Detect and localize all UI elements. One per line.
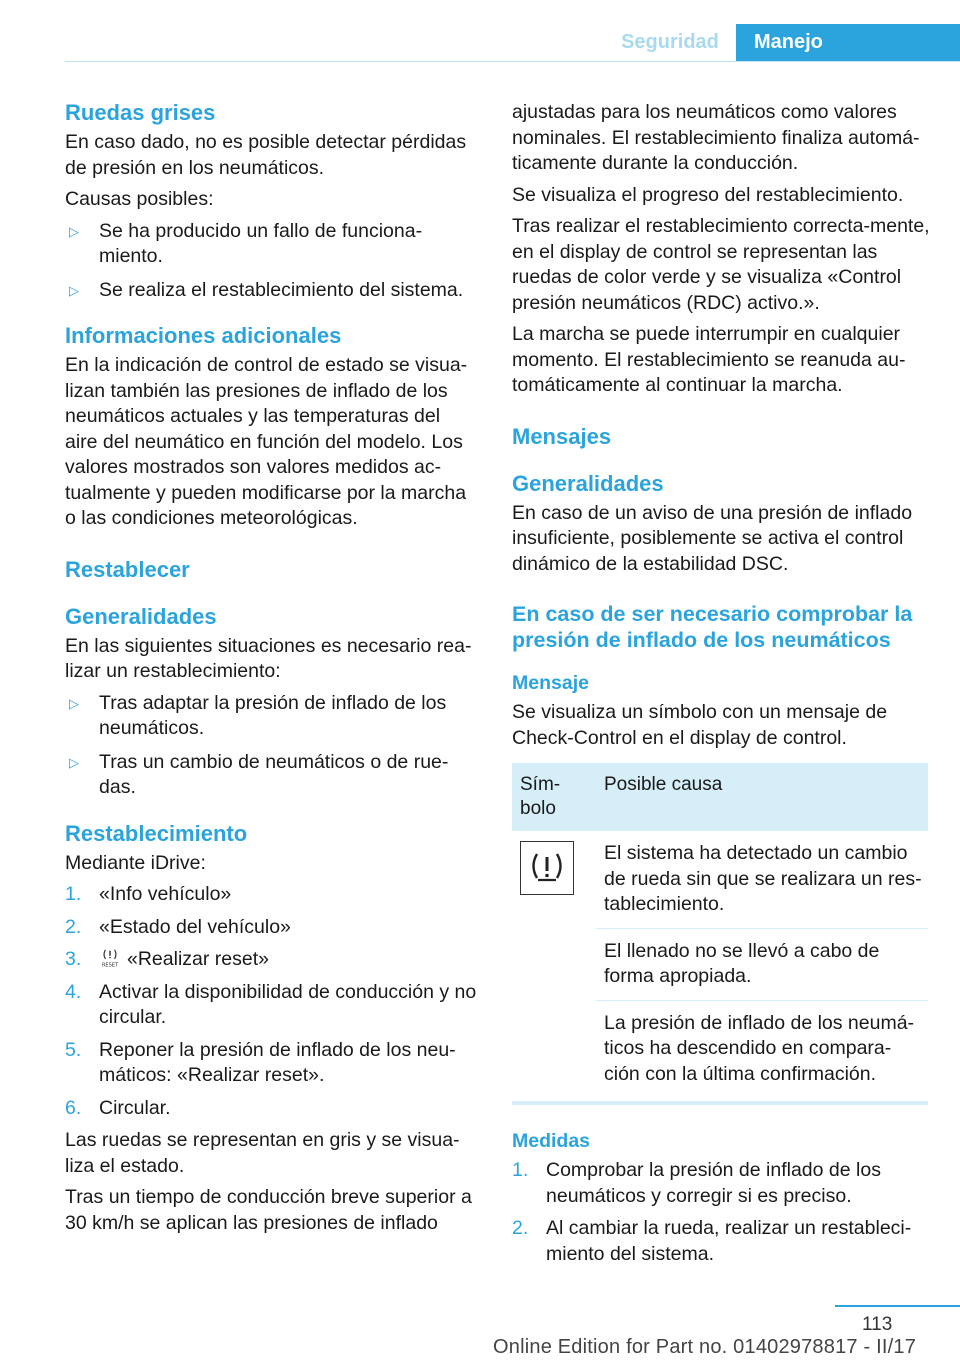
- heading-generalidades: Generalidades: [65, 603, 217, 629]
- paragraph: Se visualiza un símbolo con un mensaje de Check-Control en el display de control.: [512, 701, 888, 749]
- table-row: [512, 831, 928, 928]
- list-item: 2. Al cambiar la rueda, realizar un restableci‐miento del sistema.: [512, 1217, 912, 1265]
- list-item: 1. Comprobar la presión de inflado de los neumáticos y corregir si es preciso.: [512, 1159, 881, 1207]
- list-item: 1. «Info vehículo»: [65, 883, 232, 905]
- list-item: 4. Activar la disponibilidad de conducción y no circular.: [65, 980, 477, 1028]
- footer-rule: [835, 1305, 960, 1307]
- paragraph: La marcha se puede interrumpir en cualquier momento. El restablecimiento se reanuda au‐tomáticamente al continuar la marcha.: [512, 323, 906, 396]
- triangle-bullet-icon: ▷: [69, 754, 79, 770]
- paragraph: En caso de un aviso de una presión de inflado insuficiente, posiblemente se activa el control dinámico de la estabilidad DSC.: [512, 501, 913, 575]
- paragraph: Causas posibles:: [65, 188, 214, 210]
- heading-medidas: Medidas: [512, 1130, 591, 1152]
- heading-informaciones: Informaciones adicionales: [65, 323, 342, 348]
- list-item: ▷ Se ha producido un fallo de funciona‐miento.: [69, 219, 423, 267]
- tab-manejo[interactable]: Manejo: [736, 24, 960, 61]
- heading-mensajes: Mensajes: [512, 423, 612, 449]
- tire-pressure-warning-icon: [520, 841, 574, 895]
- heading-generalidades: Generalidades: [512, 470, 664, 496]
- list-item: 5. Reponer la presión de inflado de los neu‐máticos: «Realizar reset».: [65, 1038, 456, 1086]
- right-column: [512, 100, 930, 1274]
- heading-restablecimiento: Restablecimiento: [65, 820, 248, 846]
- paragraph: Se visualiza el progreso del restablecimiento.: [512, 183, 904, 206]
- paragraph: Las ruedas se representan en gris y se visua‐liza el estado.: [65, 1129, 460, 1177]
- paragraph: En las siguientes situaciones es necesario rea‐lizar un restablecimiento:: [65, 634, 472, 682]
- table-header-simbolo: Sím‐bolo: [512, 763, 596, 831]
- left-column: [65, 100, 477, 1242]
- paragraph: Tras un tiempo de conducción breve superior a 30 km/h se aplican las presiones de inflado: [65, 1186, 472, 1234]
- list-item: 6. Circular.: [65, 1096, 171, 1119]
- tire-reset-icon: [99, 947, 121, 969]
- table-header-causa: Posible causa: [596, 763, 928, 831]
- steps-list: [65, 882, 477, 1121]
- paragraph: En caso dado, no es posible detectar pérdidas de presión en los neumáticos.: [65, 131, 467, 179]
- paragraph: Tras realizar el restablecimiento correcta‐mente, en el display de control se representan las ruedas de color verde y se visualiza «Control presión neumáticos (RDC) activo.».: [512, 215, 930, 314]
- triangle-bullet-icon: ▷: [69, 282, 79, 298]
- table-cell: El sistema ha detectado un cambio de rueda sin que se realizara un res‐tablecimiento.: [596, 831, 928, 928]
- paragraph: Mediante iDrive:: [65, 851, 206, 874]
- heading-ruedas-grises: Ruedas grises: [65, 100, 216, 125]
- measures-list: [512, 1158, 930, 1267]
- paragraph: En la indicación de control de estado se visua‐lizan también las presiones de inflado de los neumáticos actuales y las temperaturas del aire del neumático en función del modelo. Los valores mostrados son valores medidos ac‐tualmente y pueden modificarse por la marcha o las condiciones meteorológicas.: [65, 354, 468, 529]
- heading-restablecer: Restablecer: [65, 556, 190, 582]
- page-number: 113: [862, 1314, 893, 1335]
- table-cell: La presión de inflado de los neumá‐ticos ha descendido en compara‐ción con la última confirmación.: [596, 1000, 928, 1103]
- symbol-table: [512, 763, 928, 1105]
- header-rule: [65, 61, 960, 62]
- list-item: ▷ Tras un cambio de neumáticos o de rue‐das.: [69, 750, 449, 798]
- footer-edition: Online Edition for Part no. 01402978817 - II/17: [493, 1336, 917, 1358]
- triangle-bullet-icon: ▷: [69, 695, 79, 711]
- tab-seguridad[interactable]: Seguridad: [621, 31, 719, 53]
- list-item: ▷ Se realiza el restablecimiento del sistema.: [65, 278, 477, 304]
- table-cell: El llenado no se llevó a cabo de forma apropiada.: [596, 928, 928, 1000]
- list-item: 2. «Estado del vehículo»: [65, 915, 291, 938]
- causes-list: [65, 219, 477, 304]
- paragraph: ajustadas para los neumáticos como valores nominales. El restablecimiento finaliza automá‐ticamente durante la conducción.: [512, 101, 920, 174]
- list-item: ▷ Tras adaptar la presión de inflado de los neumáticos.: [69, 691, 447, 739]
- svg-text:RESET: RESET: [101, 962, 119, 969]
- situations-list: [65, 691, 477, 801]
- heading-mensaje: Mensaje: [512, 672, 589, 694]
- heading-comprobar-presion: En caso de ser necesario comprobar la presión de inflado de los neumáticos: [512, 602, 913, 652]
- list-item: 3. RESET «Realizar reset»: [65, 948, 269, 970]
- triangle-bullet-icon: ▷: [69, 223, 79, 239]
